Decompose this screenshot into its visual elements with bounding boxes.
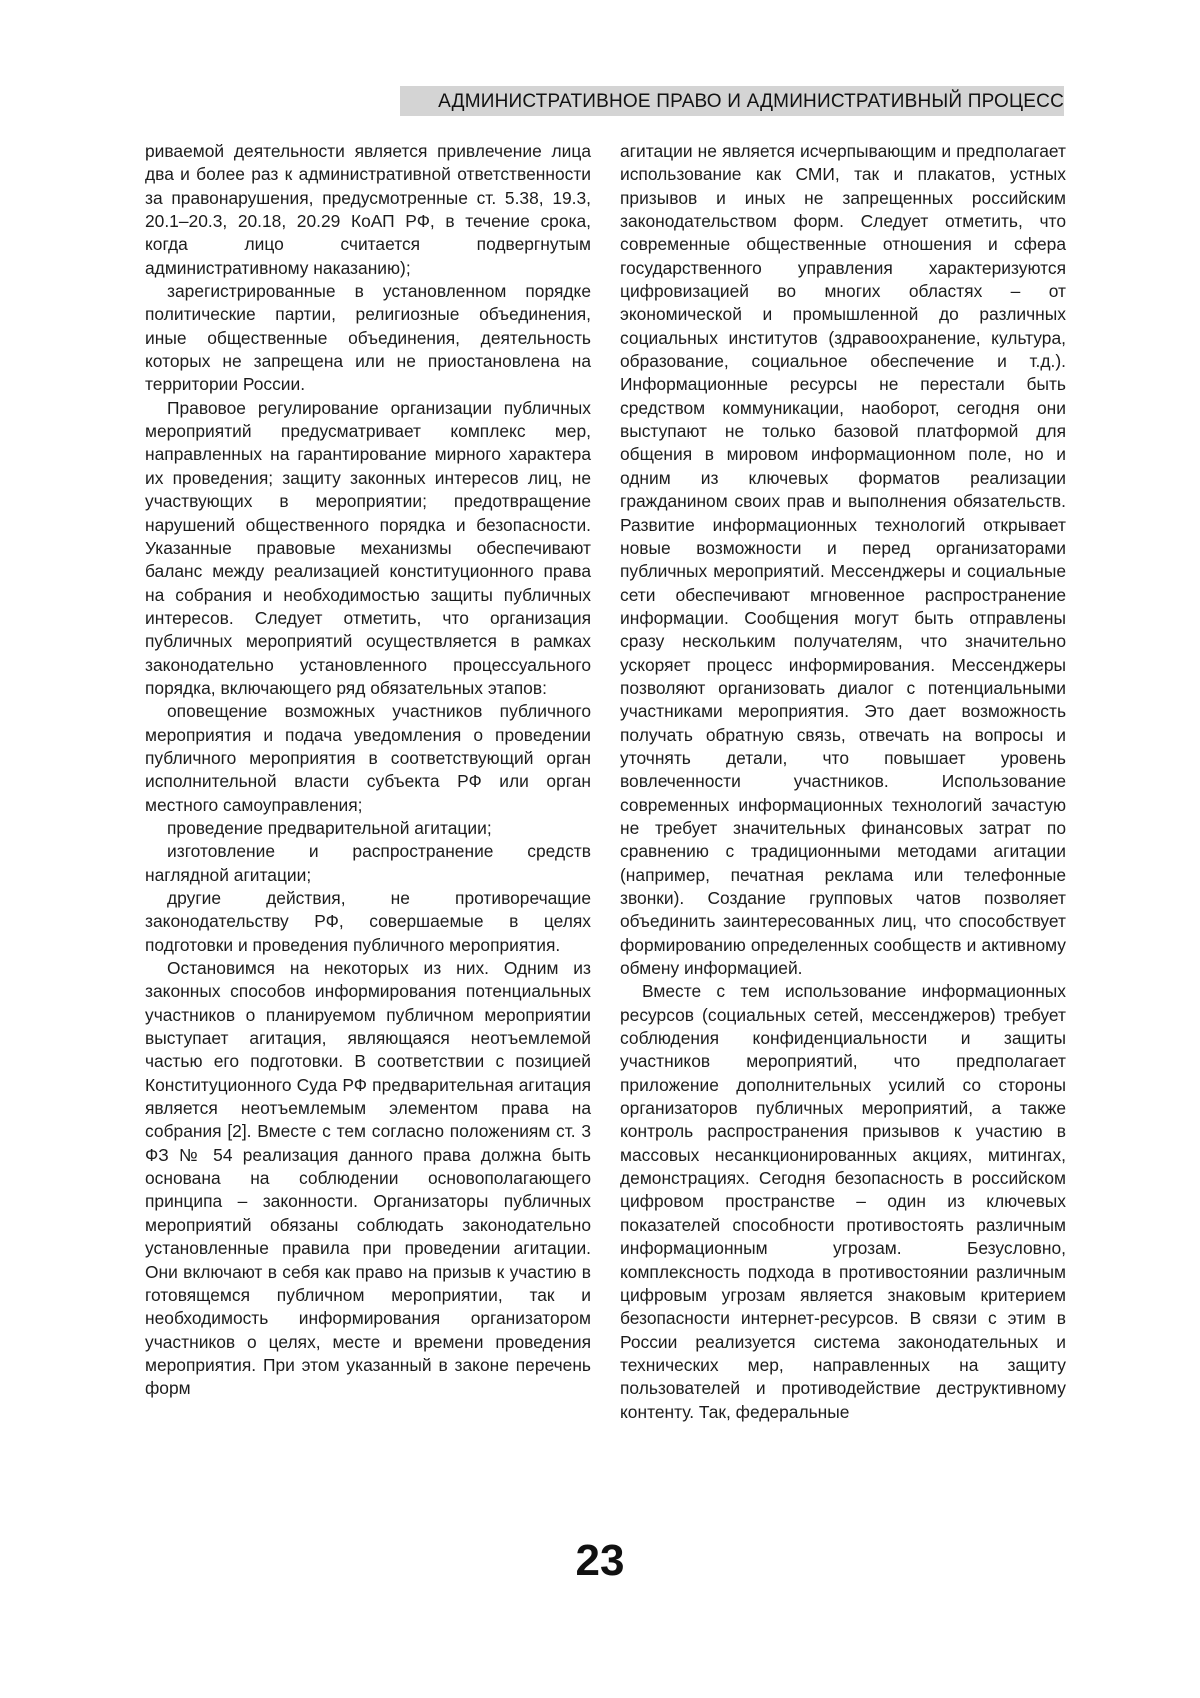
paragraph: агитации не является исчерпывающим и предполагает использование как СМИ, так и плакатов, устных призывов и иных не запрещенных российским законодательством форм. Следует отметить, что современные общественные отношения и сфера государственного управления характеризуются цифровизацией во многих областях – от экономической и промышленной до различных социальных институтов (здравоохранение, культура, образование, социальное обеспечение и т.д.). Информационные ресурсы не перестали быть средством коммуникации, наоборот, сегодня они выступают не только базовой платформой для общения в мировом информационном поле, но и одним из ключевых форматов реализации гражданином своих прав и выполнения обязательств. Развитие информационных технологий открывает новые возможности и перед организаторами публичных мероприятий. Мессенджеры и социальные сети обеспечивают мгновенное распространение информации. Сообщения могут быть отправлены сразу нескольким получателям, что значительно ускоряет процесс информирования. Мессенджеры позволяют организовать диалог с потенциальными участниками мероприятия. Это дает возможность получать обратную связь, отвечать на вопросы и уточнять детали, что повышает уровень вовлеченности участников. Использование современных информационных технологий зачастую не требует значительных финансовых затрат по сравнению с традиционными методами агитации (например, печатная реклама или телефонные звонки). Создание групповых чатов позволяет объединить заинтересованных лиц, что способствует формированию определенных сообществ и активному обмену информацией. [620,141,1066,979]
page-number: 23 [575,1536,625,1585]
left-column [145,140,591,1401]
list-item: проведение предварительной агитации; [167,817,492,838]
list-item: оповещение возможных участников публичного мероприятия и подача уведомления о проведении публичного мероприятия в соответствующий орган исполнительной власти субъекта РФ или орган местного самоуправления; [145,701,591,815]
paragraph: риваемой деятельности является привлечение лица два и более раз к административной ответственности за правонарушения, предусмотренные ст. 5.38, 19.3, 20.1–20.3, 20.18, 20.29 КоАП РФ, в течение срока, когда лицо считается подвергнутым административному наказанию); [145,141,591,278]
paragraph: Вместе с тем использование информационных ресурсов (социальных сетей, мессенджеров) требует соблюдения конфиденциальности и защиты участников мероприятий, что предполагает приложение дополнительных усилий со стороны организаторов публичных мероприятий, а также контроль распространения призывов к участию в массовых несанкционированных акциях, митингах, демонстрациях. Сегодня безопасность в российском цифровом пространстве – один из ключевых показателей способности противостоять различным информационным угрозам. Безусловно, комплексность подхода в противостоянии различным цифровым угрозам является знаковым критерием безопасности интернет-ресурсов. В связи с этим в России реализуется система законодательных и технических мер, направленных на защиту пользователей и противодействие деструктивному контенту. Так, федеральные [620,981,1066,1422]
paragraph: Правовое регулирование организации публичных мероприятий предусматривает комплекс мер, направленных на гарантирование мирного характера их проведения; защиту законных интересов лиц, не участвующих в мероприятии; предотвращение нарушений общественного порядка и безопасности. Указанные правовые механизмы обеспечивают баланс между реализацией конституционного права на собрания и необходимостью защиты публичных интересов. Следует отметить, что организация публичных мероприятий осуществляется в рамках законодательно установленного процессуального порядка, включающего ряд обязательных этапов: [145,397,591,698]
list-item: изготовление и распространение средств наглядной агитации; [145,841,591,885]
list-item: зарегистрированные в установленном порядке политические партии, религиозные объединения, иные общественные объединения, деятельность которых не запрещена или не приостановлена на территории России. [145,281,591,395]
right-column [620,140,1066,1424]
list-item: другие действия, не противоречащие законодательству РФ, совершаемые в целях подготовки и проведения публичного мероприятия. [145,888,591,955]
paragraph: Остановимся на некоторых из них. Одним из законных способов информирования потенциальных участников о планируемом публичном мероприятии выступает агитация, являющаяся неотъемлемой частью его подготовки. В соответствии с позицией Конституционного Суда РФ предварительная агитация является неотъемлемым элементом права на собрания [2]. Вместе с тем согласно положениям ст. 3 ФЗ № 54 реализация данного права должна быть основана на соблюдении основополагающего принципа – законности. Организаторы публичных мероприятий обязаны соблюдать законодательно установленные правила при проведении агитации. Они включают в себя как право на призыв к участию в готовящемся публичном мероприятии, так и необходимость информирования организатором участников о целях, месте и времени проведения мероприятия. При этом указанный в законе перечень форм [145,958,591,1399]
running-header: АДМИНИСТРАТИВНОЕ ПРАВО И АДМИНИСТРАТИВНЫЙ ПРОЦЕСС [438,91,1064,112]
